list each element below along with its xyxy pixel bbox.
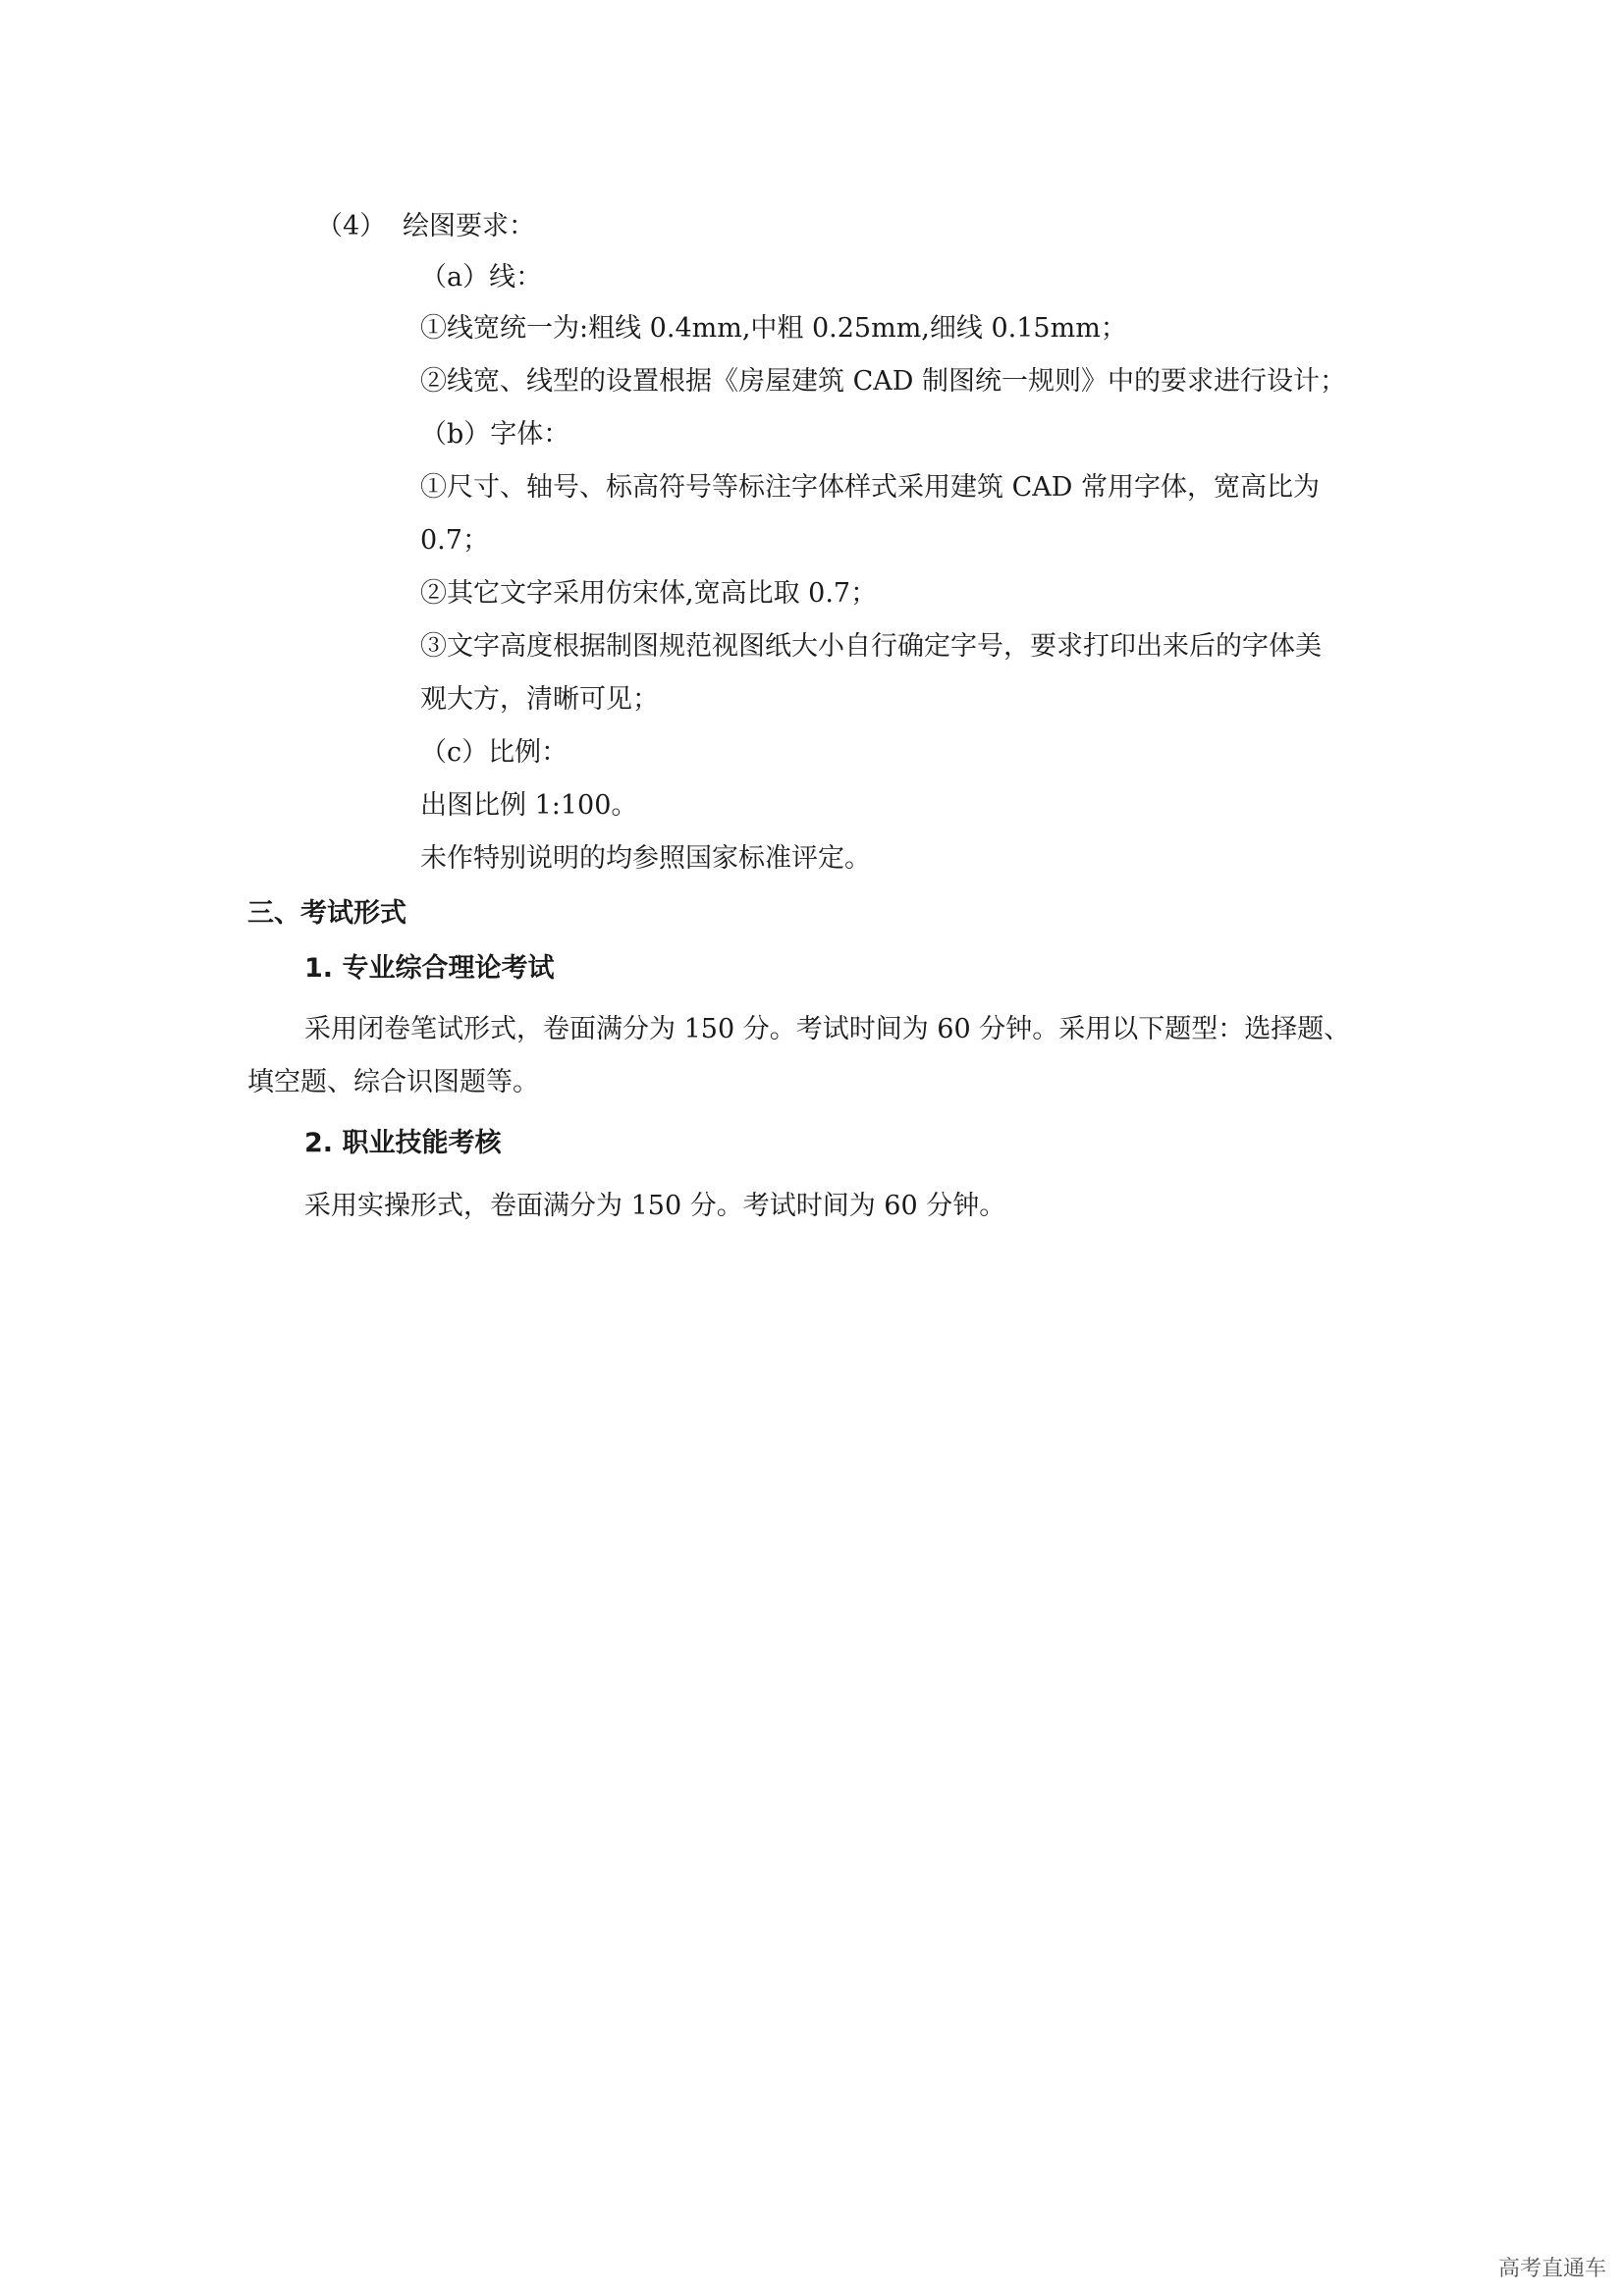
item-number: （4） (316, 211, 387, 241)
line-type-text: ②线宽、线型的设置根据《房屋建筑 CAD 制图统一规则》中的要求进行设计； (420, 366, 1346, 397)
font-heading: （b）字体： (420, 419, 570, 450)
scale-text: 出图比例 1:100。 (420, 790, 638, 821)
font-text-3-cont: 观大方，清晰可见； (420, 684, 659, 715)
line-heading: （a）线： (420, 262, 543, 293)
drawing-requirements-title: 绘图要求： (403, 211, 535, 241)
watermark-text: 高考直通车 (1497, 2257, 1606, 2281)
skills-exam-text: 采用实操形式，卷面满分为 150 分。考试时间为 60 分钟。 (304, 1191, 1006, 1221)
scale-heading: （c）比例： (420, 737, 568, 768)
theory-exam-text: 采用闭卷笔试形式，卷面满分为 150 分。考试时间为 60 分钟。采用以下题型：选择题、 (304, 1014, 1351, 1044)
font-text-1: ①尺寸、轴号、标高符号等标注字体样式采用建筑 CAD 常用字体，宽高比为 (420, 472, 1320, 503)
line-width-text: ①线宽统一为:粗线 0.4mm,中粗 0.25mm,细线 0.15mm； (420, 313, 1127, 344)
font-text-3: ③文字高度根据制图规范视图纸大小自行确定字号，要求打印出来后的字体美 (420, 631, 1322, 662)
font-text-1-cont: 0.7； (420, 525, 489, 556)
standards-note: 未作特别说明的均参照国家标准评定。 (420, 843, 871, 874)
skills-exam-heading: 2. 职业技能考核 (304, 1128, 502, 1158)
theory-exam-heading: 1. 专业综合理论考试 (304, 953, 555, 984)
font-text-2: ②其它文字采用仿宋体,宽高比取 0.7； (420, 578, 878, 609)
theory-exam-text-cont: 填空题、综合识图题等。 (247, 1067, 539, 1097)
exam-format-heading: 三、考试形式 (247, 898, 406, 929)
